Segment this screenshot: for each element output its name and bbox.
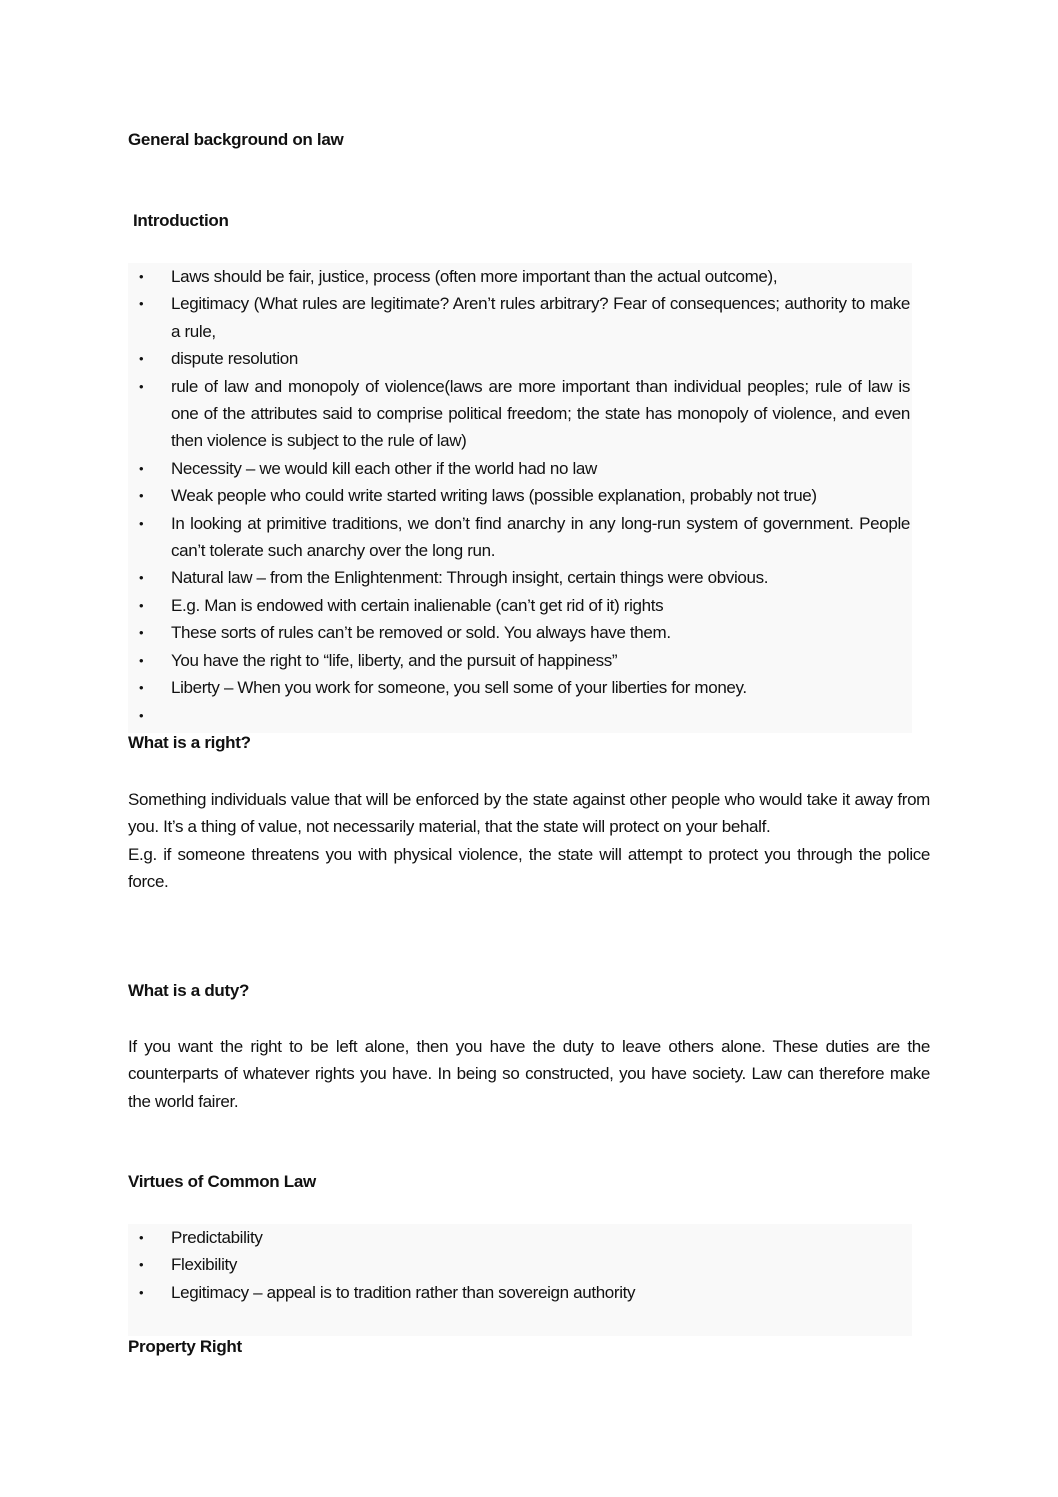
list-item-text: In looking at primitive traditions, we don’t find anarchy in any long-run system of government. People can’t tolerate such anarchy over the long run. <box>171 513 910 561</box>
list-item-text: E.g. Man is endowed with certain inalienable (can’t get rid of it) rights <box>171 595 664 615</box>
introduction-heading: Introduction <box>133 211 229 230</box>
bullet-icon: • <box>139 351 144 367</box>
bullet-icon: • <box>139 707 144 723</box>
bullet-icon: • <box>139 488 144 504</box>
right-body <box>128 786 930 896</box>
bullet-icon: • <box>139 515 144 531</box>
introduction-bullet-list <box>128 263 910 729</box>
property-right-heading: Property Right <box>128 1337 242 1356</box>
duty-body <box>128 1033 930 1115</box>
bullet-icon: • <box>139 570 144 586</box>
list-item <box>128 564 910 591</box>
list-item-text: Necessity – we would kill each other if the world had no law <box>171 458 597 478</box>
list-item <box>128 1251 910 1278</box>
paragraph: Something individuals value that will be enforced by the state against other people who would take it away from you. It’s a thing of value, not necessarily material, that the state will protect on your behalf. <box>128 790 930 837</box>
bullet-icon: • <box>139 625 144 641</box>
bullet-icon: • <box>139 1230 144 1245</box>
list-item <box>128 263 910 290</box>
right-heading: What is a right? <box>128 733 251 752</box>
common-law-heading: Virtues of Common Law <box>128 1172 316 1191</box>
list-item <box>128 482 910 509</box>
list-item <box>128 510 910 565</box>
paragraph: E.g. if someone threatens you with physical violence, the state will attempt to protect you through the police force. <box>128 844 930 892</box>
bullet-icon: • <box>139 597 144 613</box>
bullet-icon: • <box>139 378 144 394</box>
list-item-text: Laws should be fair, justice, process (often more important than the actual outcome), <box>171 267 778 286</box>
list-item <box>128 455 910 482</box>
list-item <box>128 647 910 674</box>
list-item <box>128 290 910 345</box>
list-item <box>128 592 910 619</box>
list-item-text: These sorts of rules can’t be removed or sold. You always have them. <box>171 623 671 643</box>
list-item-empty <box>128 702 910 729</box>
bullet-icon: • <box>139 1284 144 1300</box>
bullet-icon: • <box>139 652 144 668</box>
list-item-text: Natural law – from the Enlightenment: Through insight, certain things were obvious. <box>171 568 769 588</box>
bullet-icon: • <box>139 269 144 284</box>
list-item <box>128 674 910 701</box>
list-item <box>128 619 910 646</box>
list-item <box>128 373 910 455</box>
list-item <box>128 1279 910 1306</box>
list-item-text: dispute resolution <box>171 349 298 369</box>
bullet-icon: • <box>139 460 144 476</box>
bullet-icon: • <box>139 680 144 696</box>
common-law-bullet-list <box>128 1224 910 1306</box>
list-item-text: You have the right to “life, liberty, and the pursuit of happiness” <box>171 650 618 670</box>
list-item <box>128 1224 910 1251</box>
list-item-text: Legitimacy (What rules are legitimate? Aren’t rules arbitrary? Fear of consequences; authority to make a rule, <box>171 294 910 341</box>
list-item-text: Flexibility <box>171 1255 238 1275</box>
paragraph: If you want the right to be left alone, then you have the duty to leave others alone. These duties are the counterparts of whatever rights you have. In being so constructed, you have society. Law can therefore make the world fairer. <box>128 1037 930 1111</box>
list-item-text: Legitimacy – appeal is to tradition rather than sovereign authority <box>171 1282 636 1302</box>
document-title: General background on law <box>128 130 344 149</box>
bullet-icon: • <box>139 296 144 312</box>
duty-heading: What is a duty? <box>128 981 250 1000</box>
list-item-text: Liberty – When you work for someone, you sell some of your liberties for money. <box>171 678 747 698</box>
list-item-text: Weak people who could write started writing laws (possible explanation, probably not true) <box>171 486 817 506</box>
list-item <box>128 345 910 372</box>
list-item-text: Predictability <box>171 1228 263 1247</box>
list-item-text: rule of law and monopoly of violence(laws are more important than individual peoples; rule of law is one of the attributes said to comprise political freedom; the state has monopoly of violence, and even then violence is subject to the rule of law) <box>171 376 910 451</box>
bullet-icon: • <box>139 1257 144 1273</box>
